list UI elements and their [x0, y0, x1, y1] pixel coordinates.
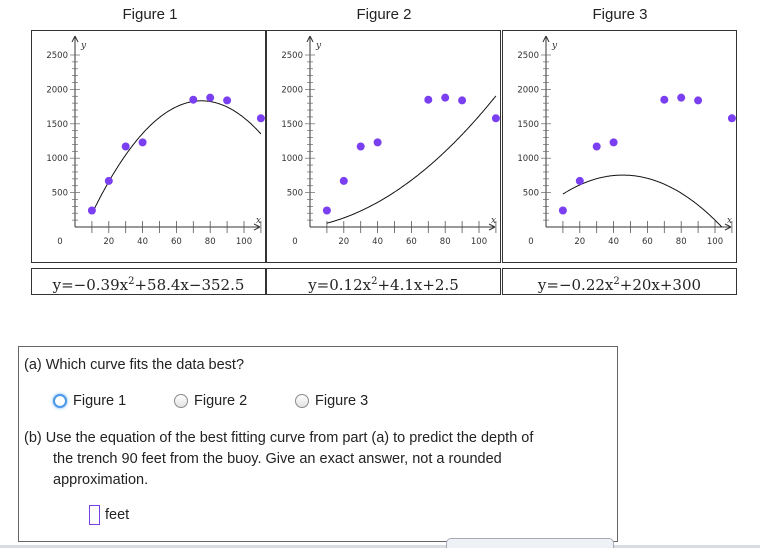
x-tick-label: 20 — [103, 237, 115, 247]
eq-1-suffix: +58.4x−352.5 — [134, 276, 245, 294]
y-tick-label: 2000 — [46, 85, 68, 96]
x-tick-label: 20 — [338, 237, 350, 247]
data-point — [122, 143, 130, 151]
x-tick-label: 40 — [608, 237, 620, 247]
part-b-line-1: (b) Use the equation of the best fitting curve from part (a) to predict the depth of — [24, 430, 534, 446]
data-point — [189, 96, 197, 104]
x-tick-label: 100 — [235, 237, 253, 247]
y-tick-label: 2500 — [46, 51, 68, 61]
y-tick-label: 1000 — [517, 154, 539, 165]
x-tick-label: 20 — [574, 237, 586, 247]
y-tick-label: 2000 — [281, 85, 303, 96]
answer-input[interactable] — [89, 505, 100, 525]
part-a-question: (a) Which curve fits the data best? — [24, 357, 245, 373]
figure-1-plot — [31, 30, 266, 263]
x-axis-label: x — [491, 216, 497, 226]
x-tick-label: 80 — [204, 237, 216, 247]
x-tick-label: 80 — [675, 237, 687, 247]
figure-2-title: Figure 2 — [356, 6, 412, 23]
radio-figure-2[interactable] — [174, 394, 188, 408]
eq-1-prefix: y=−0.39x — [52, 276, 129, 294]
y-tick-label: 1500 — [517, 119, 539, 130]
figure-3-plot — [502, 30, 737, 263]
origin-label: 0 — [57, 237, 63, 247]
y-axis-label: y — [316, 41, 322, 51]
y-tick-label: 2500 — [517, 51, 539, 61]
y-tick-label: 1500 — [46, 119, 68, 130]
data-point — [424, 96, 432, 104]
option-figure-3[interactable] — [295, 391, 368, 411]
data-point — [694, 96, 702, 104]
data-point — [677, 94, 685, 102]
data-point — [660, 96, 668, 104]
y-tick-label: 1500 — [281, 119, 303, 130]
y-tick-label: 1000 — [46, 154, 68, 165]
option-figure-2-label: Figure 2 — [194, 393, 248, 409]
data-point — [223, 96, 231, 104]
figure-3-svg — [503, 31, 736, 262]
data-point — [441, 94, 449, 102]
data-point — [610, 138, 618, 146]
answer-unit: feet — [105, 507, 130, 523]
data-point — [257, 114, 265, 122]
eq-2-suffix: +4.1x+2.5 — [377, 276, 459, 294]
option-figure-3-label: Figure 3 — [315, 393, 369, 409]
x-tick-label: 60 — [641, 237, 653, 247]
data-point — [206, 94, 214, 102]
figure-2-svg — [267, 31, 500, 262]
data-point — [576, 177, 584, 185]
fit-curve — [563, 175, 722, 227]
data-point — [105, 177, 113, 185]
figure-1-title: Figure 1 — [122, 6, 178, 23]
y-tick-label: 500 — [286, 188, 303, 199]
figure-1-equation — [31, 268, 266, 295]
part-b-line-3: approximation. — [53, 472, 149, 488]
figure-2-plot — [266, 30, 501, 263]
x-axis-label: x — [256, 216, 262, 226]
y-tick-label: 2000 — [517, 85, 539, 96]
data-point — [374, 138, 382, 146]
x-tick-label: 100 — [706, 237, 724, 247]
radio-figure-1[interactable] — [53, 394, 67, 408]
eq-3-prefix: y=−0.22x — [537, 276, 614, 294]
eq-3-exponent: 2 — [613, 276, 620, 287]
x-tick-label: 40 — [137, 237, 149, 247]
y-tick-label: 1000 — [281, 154, 303, 165]
origin-label: 0 — [528, 237, 534, 247]
radio-figure-3[interactable] — [295, 394, 309, 408]
data-point — [357, 143, 365, 151]
data-point — [593, 143, 601, 151]
eq-1-exponent: 2 — [128, 276, 135, 287]
x-tick-label: 100 — [470, 237, 488, 247]
option-figure-2[interactable] — [174, 391, 247, 411]
y-tick-label: 500 — [522, 188, 539, 199]
y-tick-label: 2500 — [281, 51, 303, 61]
y-tick-label: 500 — [51, 188, 68, 199]
data-point — [492, 114, 500, 122]
eq-2-prefix: y=0.12x — [308, 276, 372, 294]
x-axis-label: x — [727, 216, 733, 226]
fit-curve — [92, 101, 261, 214]
x-tick-label: 60 — [170, 237, 182, 247]
figure-2-equation — [266, 268, 501, 295]
bottom-tab[interactable] — [446, 538, 614, 548]
x-tick-label: 40 — [372, 237, 384, 247]
data-point — [559, 206, 567, 214]
eq-2-exponent: 2 — [371, 276, 378, 287]
data-point — [88, 206, 96, 214]
option-figure-1[interactable] — [53, 391, 126, 411]
data-point — [728, 114, 736, 122]
x-tick-label: 60 — [405, 237, 417, 247]
eq-3-suffix: +20x+300 — [619, 276, 702, 294]
figure-3-equation — [502, 268, 737, 295]
fit-curve — [327, 96, 496, 223]
data-point — [139, 138, 147, 146]
y-axis-label: y — [552, 41, 558, 51]
data-point — [458, 96, 466, 104]
figure-1-svg — [32, 31, 265, 262]
option-figure-1-label: Figure 1 — [73, 393, 127, 409]
origin-label: 0 — [292, 237, 298, 247]
data-point — [340, 177, 348, 185]
data-point — [323, 206, 331, 214]
x-tick-label: 80 — [439, 237, 451, 247]
y-axis-label: y — [81, 41, 87, 51]
question-panel — [18, 346, 618, 542]
part-b-line-2: the trench 90 feet from the buoy. Give an exact answer, not a rounded — [53, 451, 502, 467]
figure-3-title: Figure 3 — [592, 6, 648, 23]
